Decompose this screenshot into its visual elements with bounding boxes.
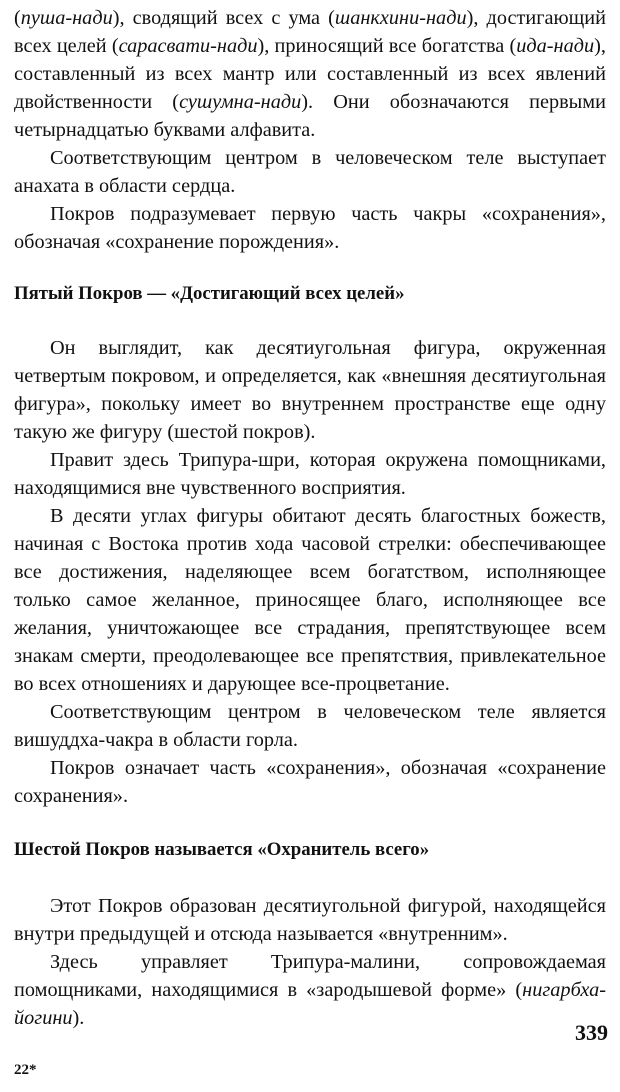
text-run: В десяти углах фигуры обитают десять благостных божеств, начиная с Востока против хода часовой стрелки: обеспечивающее все достижения, наделяющее всем богатством, исполняющее только самое желанное, приносящее благо, исполняющее все желания, уничтожающее все страдания, препятствующее всем знакам смерти, преодолевающее все препятствия, привлекательное во всех отношениях и дарующее все-процветание.	[14, 505, 606, 695]
heading-sixth-cover: Шестой Покров называется «Охранитель всего»	[14, 839, 430, 860]
text-run: ).	[72, 1007, 85, 1029]
text-run: Соответствующим центром в человеческом теле выступает анахата в области сердца.	[14, 147, 606, 197]
paragraph	[14, 502, 606, 698]
text-run: Здесь управляет Трипура-малини, сопровождаемая помощниками, находящимися в «зародышевой форме» (	[14, 951, 606, 1001]
paragraph	[14, 754, 606, 810]
printer-signature: 22*	[14, 1062, 37, 1078]
text-run: Покров означает часть «сохранения», обозначая «сохранение сохранения».	[14, 757, 606, 807]
paragraph	[14, 334, 606, 446]
text-run: Соответствующим центром в человеческом теле является вишуддха-чакра в области горла.	[14, 701, 606, 751]
paragraph	[14, 948, 606, 1032]
text-run: ), достигающий всех целей (	[14, 7, 606, 57]
text-run: ). Они обозначаются первыми четырнадцатью буквами алфавита.	[14, 91, 606, 141]
top-text-block	[14, 4, 606, 256]
italic-term: сушумна-нади	[179, 91, 302, 113]
heading-fifth-cover: Пятый Покров — «Достигающий всех целей»	[14, 283, 405, 304]
paragraph	[14, 698, 606, 754]
text-run: ), сводящий всех с ума (	[112, 7, 335, 29]
italic-term: нигарбха-йогини	[14, 979, 606, 1029]
paragraph	[14, 446, 606, 502]
text-run: Он выглядит, как десятиугольная фигура, окруженная четвертым покровом, и определяется, как «внешняя десятиугольная фигура», покольку имеет во внутреннем пространстве еще одну такую же фигуру (шестой покров).	[14, 337, 606, 443]
italic-term: шанкхини-нади	[334, 7, 467, 29]
text-run: Правит здесь Трипура-шри, которая окружена помощниками, находящимися вне чувственного восприятия.	[14, 449, 606, 499]
fifth-cover-text-block	[14, 334, 606, 810]
italic-term: сарасвати-нади	[118, 35, 258, 57]
paragraph	[14, 144, 606, 200]
text-run: ), приносящий все богатства (	[257, 35, 517, 57]
text-run: Этот Покров образован десятиугольной фигурой, находящейся внутри предыдущей и отсюда называется «внутренним».	[14, 895, 606, 945]
text-run: ), составленный из всех мантр или составленный из всех явлений двойственности (	[14, 35, 606, 113]
italic-term: пуша-нади	[20, 7, 113, 29]
text-run: Покров подразумевает первую часть чакры «сохранения», обозначая «сохранение порождения».	[14, 203, 606, 253]
paragraph	[14, 200, 606, 256]
paragraph: (пуша-нади), сводящий всех с ума (шанкхини-нади), достигающий всех целей (сарасвати-нади), приносящий все богатства (ида-нади), составленный из всех мантр или составленный из всех явлений двойственности (сушумна-нади). Они обозначаются первыми четырнадцатью буквами алфавита.	[14, 7, 606, 141]
paragraph	[14, 892, 606, 948]
sixth-cover-text-block	[14, 892, 606, 1032]
page-number: 339	[575, 1020, 608, 1045]
italic-term: ида-нади	[516, 35, 595, 57]
